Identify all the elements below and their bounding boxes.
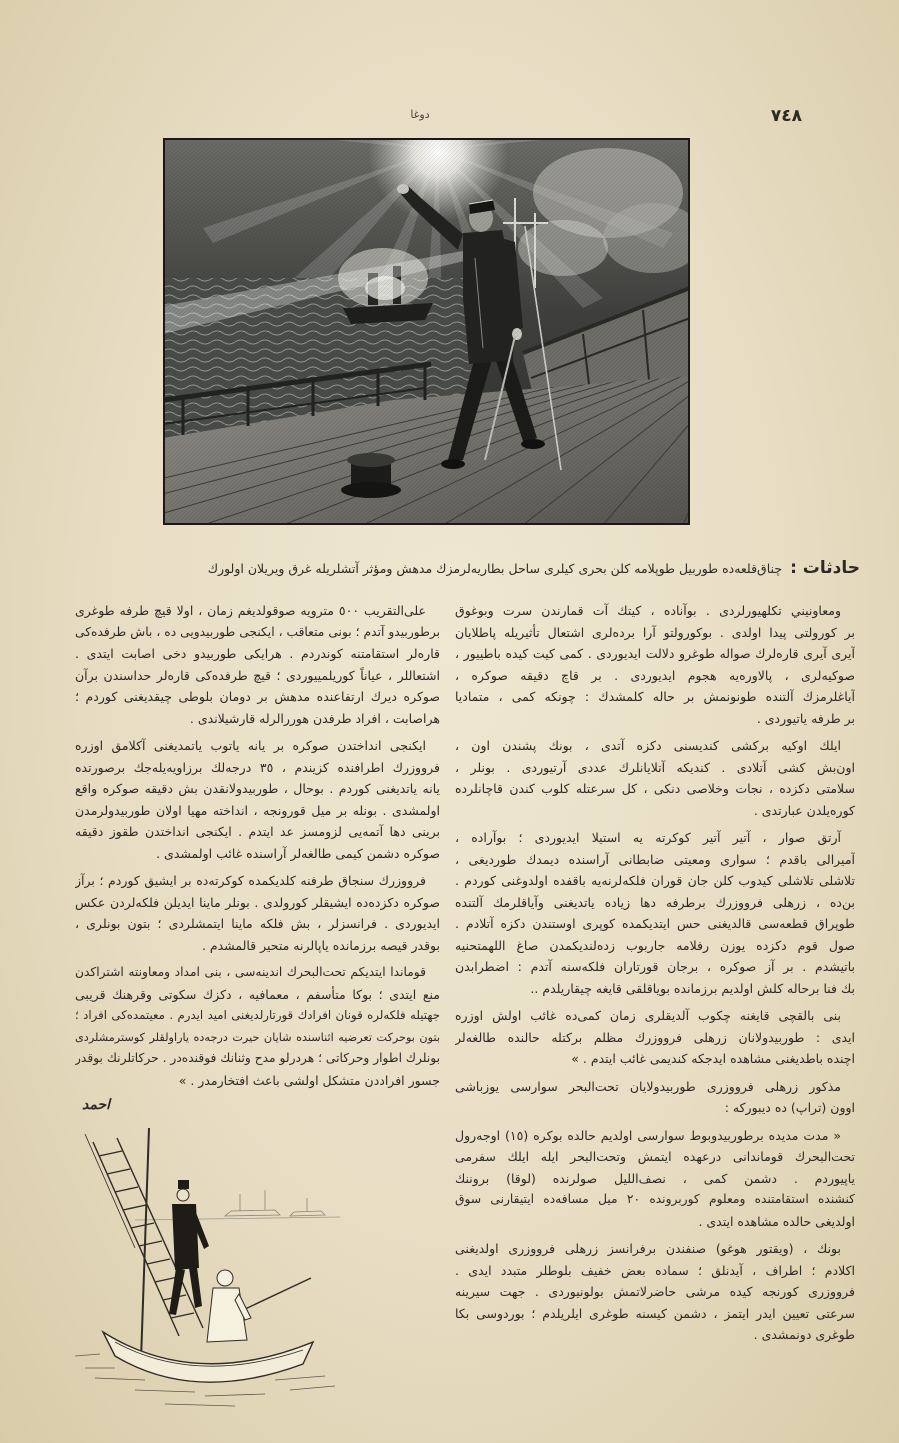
text-line: تحت‌البحرك قوماندانى درعهده ايتمش وتحت‌البحر ايله ايلك سفرمى xyxy=(455,1149,855,1164)
text-line: صول قوم دكزده يوزن رفلامه جاربوب زده‌لنديكمدن صاغ اللهمتحنيه xyxy=(455,937,855,953)
text-line: سرعتى تعيين ايدر ايتمز ، دشمن كيسنه طوغرى ايلريلدم ؛ بوردوسى بكا xyxy=(455,1305,855,1321)
paragraph xyxy=(455,1125,855,1233)
text-line: برطوربيدو آتدم ؛ بونى متعاقب ، ايكنجى طوربيدويى ده ، باش طرفده‌كى xyxy=(75,624,440,639)
paragraph xyxy=(75,600,440,729)
text-line: ايديوردى . فرانسزلر ، بش فلكه ماينا ايتمشلردى ؛ بتون بونلرى ، xyxy=(75,916,440,931)
text-line: جسور افراددن متشكل اولشى باعث افتخارمدر . » xyxy=(178,1072,440,1088)
text-line: يانه ياتديغنى كوردم . بوحال ، طوربيدولانقدن بش دقيقه صوكره واقع xyxy=(75,781,440,796)
right-column xyxy=(455,600,855,1346)
text-line: صوكره دكزده‌ده ايشيقلر كورولدى . بونلر ماينا ايديلن فلكه‌لردن عكس xyxy=(75,894,440,910)
paragraph xyxy=(455,600,855,729)
text-line: بوقدر قيصه برزمانده ياپالرنه متحير قالمشدم . xyxy=(201,937,440,953)
bottom-illustration xyxy=(75,1128,340,1413)
text-line: بونك ، (ويقتور هوغو) صنفندن برفرانسز زرهلى فرووزرى اولديغنى xyxy=(455,1241,841,1256)
text-line: فرووزرك سنجاق طرفنه كلديكمده كوكرته‌ده بر ايشيق كوردم ؛ برآز xyxy=(75,873,426,888)
text-line: صوكره ديرك ارتفاعنده مدهش بر دومان بلوطى چيقديغنى كوردم ؛ xyxy=(75,689,440,704)
text-line: فرووزرى كورنجه كيده مرشى حاضرلاتمش بولونيوردى . جهت سيرينه xyxy=(455,1284,855,1299)
text-line: بنى بالقچى قايغنه چكوب آلديقلرى زمان كمى‌ده غائب اولش اوزره xyxy=(455,1008,841,1023)
text-line: « مدت مديده برطوربيدوبوط سوارسى اولديم حالده بوكره (١٥) اوجه‌رول xyxy=(455,1127,841,1143)
text-line: على‌التقريب ٥٠٠ مترويه صوقولديغم زمان ، اولا قيچ طرفه طوغرى xyxy=(75,603,426,618)
distant-ships xyxy=(225,1190,325,1216)
text-line: برينى دها آتمه‌يى لزومسز عد ايتدم . ايكنجى انداختدن طقوز دقيقه xyxy=(75,824,440,839)
running-title: دوغا xyxy=(410,108,430,121)
paragraph xyxy=(75,735,440,864)
text-line: بونلرك اطوار وحركاتى ؛ هردرلو مدح وثنانك فوقنده‌در . حركاتلرنك بوقدر xyxy=(75,1051,440,1065)
text-line: بر طرفه ياتيوردى . xyxy=(756,710,855,726)
illustration-caption xyxy=(100,558,860,586)
text-line: قوماندا ايتديكم تحت‌البحرك اندينه‌سى ، بنى امداد ومعاونته اشتراكدن xyxy=(75,965,426,979)
caption-text: چناق‌قلعه‌ده طوربيل طوپلامه كلن بحرى كيلرى ساحل بطاريه‌لرمزك مدهش ومؤثر آتشلريله غرق ويريلان اولورك xyxy=(207,561,783,576)
paragraph xyxy=(455,1076,855,1119)
text-line: آياغلرمزك آلتنده طونونمش بر حاله كلمشدك : چونكه كمى ، متماديا xyxy=(455,689,855,704)
text-line: آميرالى باقدم ؛ سوارى ومعيتى ضابطانى آراسنده ديمدك طورديغى ، xyxy=(455,851,855,867)
paragraph xyxy=(455,1238,855,1346)
paragraph xyxy=(455,735,855,821)
text-line: اولديغى حالده مشاهده ايتدى . xyxy=(698,1213,855,1229)
text-line: ومعاونيني تكلهيورلردى . بوآناده ، كيتك آت قمارندن سرت وبوغوق xyxy=(455,603,841,618)
text-line: ايدى : طوربيدولانان زرهلى فرووزرك مظلم بركتله حالنده طالغه‌لر xyxy=(455,1029,855,1045)
officer-figure xyxy=(169,1180,209,1315)
text-line: ياپيوردم . دشمن كمى ، نصف‌الليل صولرنده (لوقا) بروننك xyxy=(455,1170,855,1186)
text-line: مذكور زرهلى فرووزرى طوربيدولايان تحت‌البحر سوارسى يوزباشى xyxy=(455,1078,841,1094)
text-line: اولمشدى . بونله بر ميل قورونجه ، انداخته مهيا اولان طوربيدولرمدن xyxy=(75,802,440,818)
text-line: بن‌ده ، زرهلى فرووزرك برطرفه دها زياده ياتديغنى وآياقلرمك آلتنده xyxy=(455,894,855,910)
text-line: بك فنا برحاله كلش اولديم برزمانده بوياقلقى قايغه چيقاريلدم .. xyxy=(530,980,855,996)
paragraph xyxy=(75,962,440,1091)
text-line: سلامتى دكزده ، نجات وخلاصى دنكى ، كل سرعتله كلوب كندن قاچانلرده xyxy=(455,781,855,796)
text-line: آيرى آيرى قاره‌لرك صواله طوغرو دلالت ايديوردى . كمى كيت كيده باطييور ، xyxy=(455,646,855,661)
text-line: اون‌بش كشى آتلادى . كنديكه آتلايانلرك عددى آرتيوردى . بونلر ، xyxy=(455,759,855,775)
paragraph xyxy=(75,870,440,956)
text-line: اوون (تراپ) ده ديبوركه : xyxy=(724,1100,855,1115)
text-line: منع ايتدى ؛ بوكا متأسفم ، معمافيه ، دكزك سكوتى وقرهنك قريبى xyxy=(75,986,440,1002)
text-line: اشتعاللر ، عياناً كوريلمييوردى ؛ قيچ طرفده‌كى قاره‌لر حداسندن برآن xyxy=(75,667,440,683)
text-line: آرتق صوار ، آتير آتير كوكرته يه استيلا ايديوردى ؛ بوآراده ، xyxy=(455,830,841,845)
text-line: طوپراق قطعه‌سى قالديغنى حس ايتديكمده كوپرى اوستندن دكزه آتلادم . xyxy=(455,916,855,931)
text-line: بتون بوحركت تعرضيه اثناسنده شايان حيرت درجه‌ده ياراولقلر كوسترمشلردى xyxy=(75,1030,440,1044)
paragraph xyxy=(455,1005,855,1070)
text-line: باتيشدم . بر آز صوكره ، برجان قورتاران فلكه‌سنه آتدم : اضطرابدن xyxy=(455,959,855,974)
text-line: كنشنده استقامتنده ومعلوم كوربرونده ٢٠ ميل مسافه‌ده ايتيقارنى سوق xyxy=(455,1192,855,1206)
text-line: قاره‌لر استقامتنه كوندردم . هرايكى طوربيدو دخى اصابت ايتدى . xyxy=(75,646,440,661)
text-line: هراصابت ، افراد طرفدن هوررالرله قارشيلاندى . xyxy=(189,710,440,726)
text-line: اچنده باطديغنى مشاهده ايدجكه كنديمى غائب ايتدم . » xyxy=(571,1051,855,1066)
text-line: بر كورولتى پيدا اولدى . بوكورولتو آرا برده‌لرى اشتعال تأثيريله پاطلايان xyxy=(455,624,855,640)
horizon xyxy=(135,1217,340,1220)
text-line: اكلادم ؛ اطراف ، آيدنلق ؛ سماده بعض خفيف بلوطلر متبدد ايدى . xyxy=(455,1262,855,1278)
page-number: ٧٤٨ xyxy=(770,106,802,126)
text-line: ايكنجى انداختدن صوكره بر يانه ياتوب ياتمديغنى آكلامق اوزره xyxy=(75,738,426,753)
text-line: فرووزرك اطرافنده كزيندم ، ٣٥ درجه‌لك برزاويه‌يله‌جك برصورتده xyxy=(75,759,440,775)
left-column xyxy=(75,600,440,1091)
text-line: صوكيه‌لرى ، پالاوره‌يه هجوم ايديوردى . بر قاچ دقيقه صوكره ، xyxy=(455,667,855,683)
text-line: ايلك اوكيه بركشى كنديسنى دكزه آتدى ، بونك پشندن اون ، xyxy=(455,738,841,753)
author-signature: احمد xyxy=(82,1097,110,1113)
text-line: تلاشلى تلاشلى كيدوب كلن جان قوران فلكه‌لرنه‌يه باقفده اولدوغنى كوردم . xyxy=(455,873,855,888)
caption-label: حادثات : xyxy=(790,558,860,578)
text-line: كوره‌يلدن عبارتدى . xyxy=(753,802,855,818)
seated-figure xyxy=(207,1270,251,1342)
text-line: صوكره دشمن كيمى طالغه‌لر آراسنده غائب اولمشدى . xyxy=(156,845,440,861)
top-illustration xyxy=(163,138,690,525)
text-line: جهتيله فلكه‌لره قونان افرادك قورتارلديغنى اميد ايدرم . معيتمده‌كى افراد ؛ xyxy=(75,1008,440,1022)
text-line: طوغرى دونمشدى . xyxy=(753,1327,855,1342)
engraving-hatch xyxy=(163,138,690,525)
paragraph xyxy=(455,827,855,999)
